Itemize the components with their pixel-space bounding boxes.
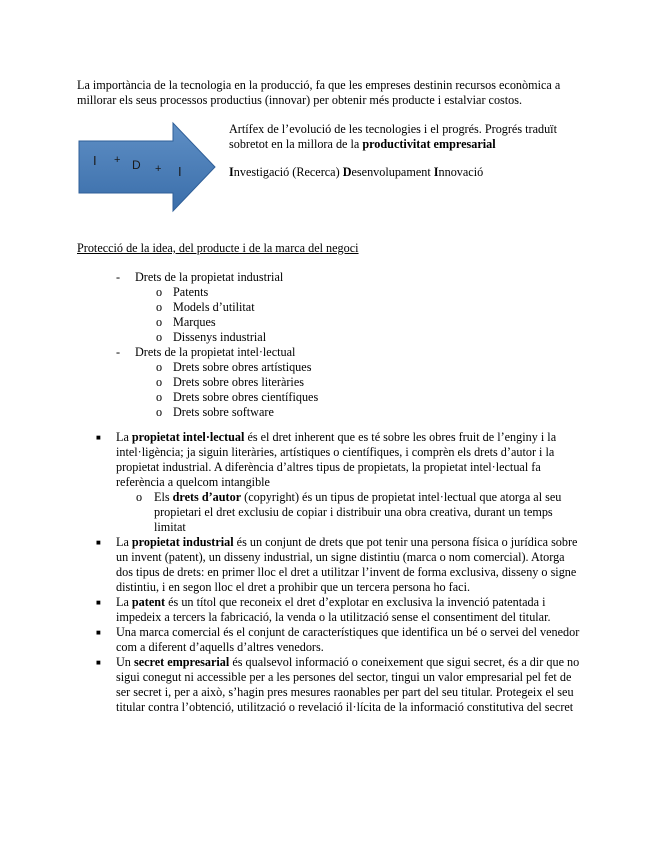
- section-heading: Protecció de la idea, del producte i de la marca del negoci: [77, 241, 359, 255]
- idi-description: [229, 122, 589, 180]
- arrow-letter-2: +: [114, 154, 121, 166]
- definitions-list: [96, 430, 582, 715]
- list-item: o Drets sobre software: [156, 405, 274, 419]
- list-item: o Dissenys industrial: [156, 330, 267, 344]
- arrow-letter-5: I: [178, 164, 182, 179]
- bullet-propietat-industrial: ■ La propietat industrial és un conjunt de drets que pot tenir una persona física o jurídica sobre un invent (patent), un disseny industrial, un signe distintiu (marca o nom comercial). Atorga dos tipus de drets: en primer lloc el dret a utilitzar l’invent de forma exclusiva, disseny o signe distintiu, i en segon lloc el dret a prohibir que un tercera persona ho faci.: [96, 535, 578, 594]
- sub-bullet-drets-autor: o Els drets d’autor (copyright) és un tipus de propietat intel·lectual que atorga al seu propietari el dret exclusiu de copiar i distribuir una obra creativa, durant un temps limitat: [136, 490, 562, 534]
- list-item-group-1: - Drets de la propietat industrial: [116, 270, 284, 284]
- arrow-letter-1: I: [93, 153, 97, 168]
- bullet-patent: ■ La patent és un títol que reconeix el dret d’explotar en exclusiva la invenció patentada i impedeix a tercers la fabricació, la venda o la utilització sense el consentiment del titular.: [96, 595, 551, 624]
- list-item-group-2: - Drets de la propietat intel·lectual: [116, 345, 296, 359]
- arrow-letter-4: +: [155, 163, 162, 175]
- list-item: o Marques: [156, 315, 216, 329]
- artifex-paragraph: Artífex de l’evolució de les tecnologies i el progrés. Progrés traduït sobretot en la millora de la productivitat empresarial: [229, 122, 557, 151]
- list-item: o Drets sobre obres científiques: [156, 390, 319, 404]
- idi-expansion: Investigació (Recerca) Desenvolupament Innovació: [229, 165, 484, 179]
- list-item: o Patents: [156, 285, 209, 299]
- arrow-letter-3: D: [132, 158, 141, 172]
- idi-arrow-graphic: [77, 121, 217, 213]
- intro-paragraph: La importància de la tecnologia en la producció, fa que les empreses destinin recursos econòmica a millorar els seus processos productius (innovar) per obtenir més producte i estalviar costos.: [77, 78, 561, 107]
- list-item: o Drets sobre obres artístiques: [156, 360, 312, 374]
- arrow-shape: [79, 123, 215, 211]
- bullet-propietat-intellectual: ■ La propietat intel·lectual és el dret inherent que es té sobre les obres fruit de l’enginy i la intel·ligència; ja siguin literàries, artístiques o científiques, i comprèn els drets d’autor i la propietat industrial. A diferència d’altres tipus de propietats, la propietat intel·lectual fa referència a quelcom intangible: [96, 430, 557, 489]
- list-item: o Models d’utilitat: [156, 300, 255, 314]
- rights-list: [116, 270, 556, 420]
- bullet-secret-empresarial: ■ Un secret empresarial és qualsevol informació o coneixement que sigui secret, és a dir que no sigui conegut ni accessible per a les persones del sector, tingui un valor empresarial pel fet de ser secret i, per a això, s’hagin pres mesures raonables per part del seu titular. Protegeix el seu titular contra l’obtenció, utilització o revelació il·lícita de la informació constitutiva del secret: [96, 655, 580, 714]
- bullet-marca-comercial: ■ Una marca comercial és el conjunt de característiques que identifica un bé o servei del venedor com a diferent d’aquells d’altres venedors.: [96, 625, 580, 654]
- list-item: o Drets sobre obres literàries: [156, 375, 304, 389]
